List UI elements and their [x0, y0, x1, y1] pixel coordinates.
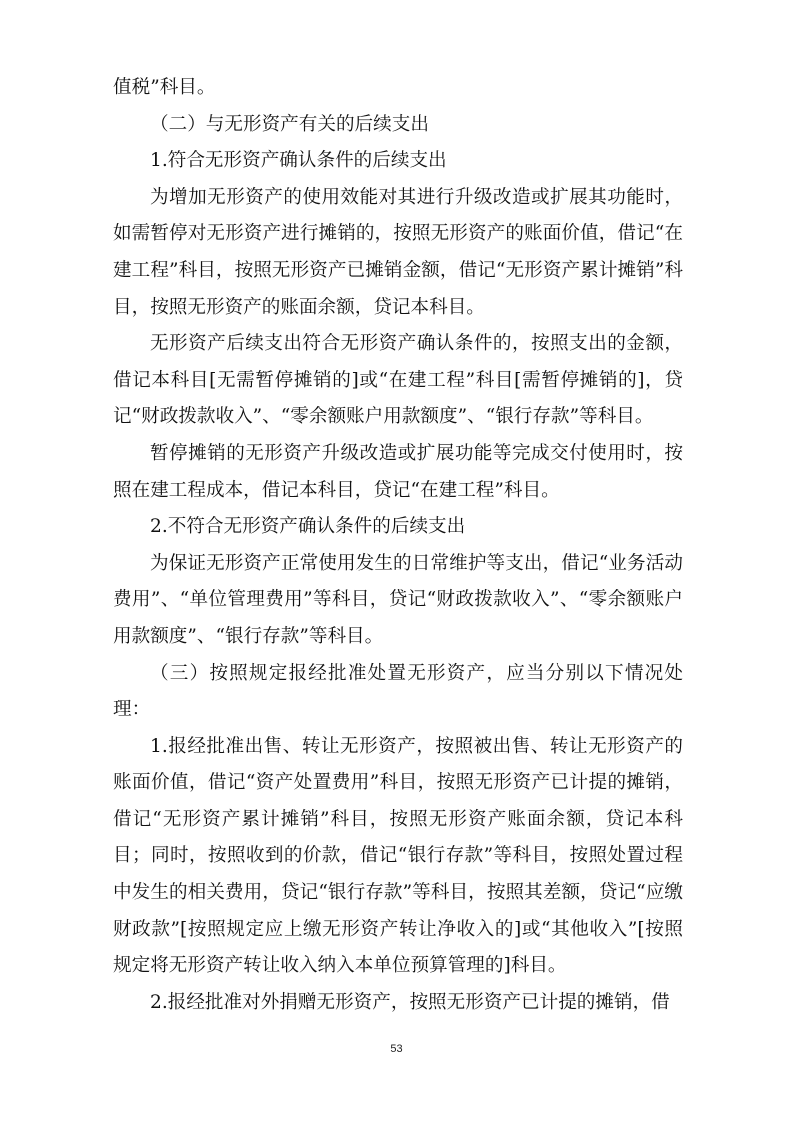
section-heading-3: （三）按照规定报经批准处置无形资产，应当分别以下情况处理：: [113, 662, 683, 721]
page-number: 53: [390, 1043, 403, 1055]
paragraph: 暂停摊销的无形资产升级改造或扩展功能等完成交付使用时，按照在建工程成本，借记本科目，贷记“在建工程”科目。: [113, 442, 683, 501]
section-heading-2: （二）与无形资产有关的后续支出: [150, 113, 429, 135]
paragraph: 为保证无形资产正常使用发生的日常维护等支出，借记“业务活动费用”、“单位管理费用”等科目，贷记“财政拨款收入”、“零余额账户用款额度”、“银行存款”等科目。: [113, 552, 683, 647]
page-body: [113, 70, 683, 1021]
paragraph: 1.报经批准出售、转让无形资产，按照被出售、转让无形资产的账面价值，借记“资产处置费用”科目，按照无形资产已计提的摊销，借记“无形资产累计摊销”科目，按照无形资产账面余额，贷记本科目；同时，按照收到的价款，借记“银行存款”等科目，按照处置过程中发生的相关费用，贷记“银行存款”等科目，按照其差额，贷记“应缴财政款”[按照规定应上缴无形资产转让净收入的]或“其他收入”[按照规定将无形资产转让收入纳入本单位预算管理的]科目。: [113, 735, 683, 977]
paragraph: 2.报经批准对外捐赠无形资产，按照无形资产已计提的摊销，借: [150, 991, 670, 1013]
paragraph-continuation: 值税”科目。: [113, 77, 216, 98]
paragraph: 无形资产后续支出符合无形资产确认条件的，按照支出的金额，借记本科目[无需暂停摊销的]或“在建工程”科目[需暂停摊销的]，贷记“财政拨款收入”、“零余额账户用款额度”、“银行存款”等科目。: [113, 333, 683, 428]
subheading-2-2: 2.不符合无形资产确认条件的后续支出: [150, 516, 466, 538]
paragraph: 为增加无形资产的使用效能对其进行升级改造或扩展其功能时，如需暂停对无形资产进行摊销的，按照无形资产的账面价值，借记“在建工程”科目，按照无形资产已摊销金额，借记“无形资产累计摊销”科目，按照无形资产的账面余额，贷记本科目。: [113, 186, 683, 318]
subheading-2-1: 1.符合无形资产确认条件的后续支出: [150, 150, 447, 172]
